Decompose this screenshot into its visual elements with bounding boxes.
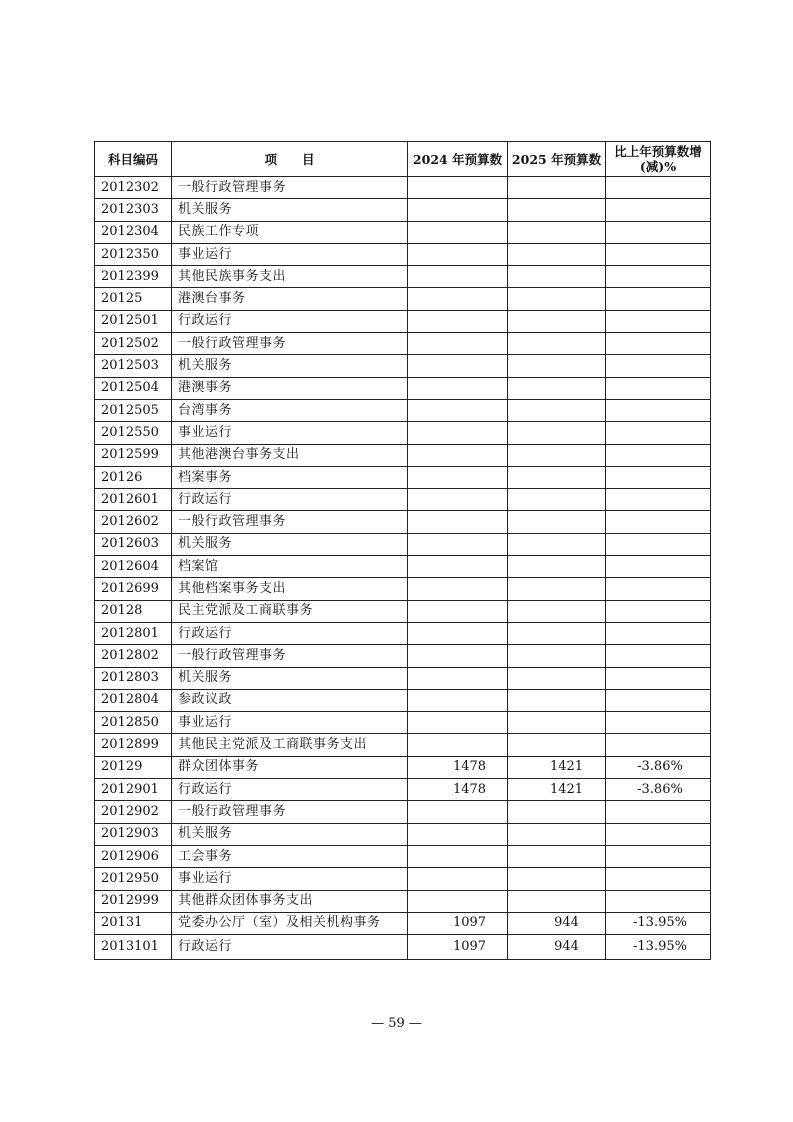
budget-2024-cell xyxy=(408,667,508,689)
table-row xyxy=(95,177,711,199)
code-cell: 20128 xyxy=(95,600,172,622)
budget-2024-cell xyxy=(408,600,508,622)
budget-2024-cell xyxy=(408,734,508,756)
budget-2025-cell xyxy=(508,868,606,890)
code-cell: 2012903 xyxy=(95,823,172,845)
code-cell: 2012699 xyxy=(95,578,172,600)
table-row xyxy=(95,712,711,734)
budget-2025-cell: 944 xyxy=(508,935,606,960)
code-cell: 2012350 xyxy=(95,243,172,265)
budget-2025-cell xyxy=(508,667,606,689)
item-name-cell: 事业运行 xyxy=(172,243,408,265)
code-cell: 2012802 xyxy=(95,645,172,667)
table-row xyxy=(95,801,711,823)
budget-2025-cell xyxy=(508,533,606,555)
item-name-cell: 档案馆 xyxy=(172,556,408,578)
code-cell: 2012504 xyxy=(95,377,172,399)
change-percent-cell xyxy=(606,890,711,912)
budget-2024-cell xyxy=(408,466,508,488)
table-row xyxy=(95,779,711,801)
table-row xyxy=(95,600,711,622)
item-name-cell: 机关服务 xyxy=(172,667,408,689)
budget-2025-cell xyxy=(508,556,606,578)
code-cell: 2012906 xyxy=(95,845,172,867)
item-name-cell: 工会事务 xyxy=(172,845,408,867)
change-percent-cell xyxy=(606,689,711,711)
change-percent-cell xyxy=(606,645,711,667)
item-name-cell: 事业运行 xyxy=(172,422,408,444)
budget-2025-cell xyxy=(508,355,606,377)
table-header-row xyxy=(95,142,711,177)
code-cell: 2012304 xyxy=(95,221,172,243)
change-percent-cell: -3.86% xyxy=(606,779,711,801)
budget-2024-cell xyxy=(408,266,508,288)
budget-2025-cell: 1421 xyxy=(508,756,606,778)
table-row xyxy=(95,266,711,288)
budget-2025-cell xyxy=(508,801,606,823)
budget-2024-cell xyxy=(408,645,508,667)
item-name-cell: 其他档案事务支出 xyxy=(172,578,408,600)
budget-2024-cell xyxy=(408,622,508,644)
table-row xyxy=(95,890,711,912)
change-percent-cell xyxy=(606,489,711,511)
budget-2024-cell xyxy=(408,377,508,399)
table-row xyxy=(95,935,711,960)
code-cell: 2012503 xyxy=(95,355,172,377)
budget-2025-cell xyxy=(508,288,606,310)
budget-2024-cell xyxy=(408,333,508,355)
table-row xyxy=(95,645,711,667)
change-percent-cell: -3.86% xyxy=(606,756,711,778)
table-row xyxy=(95,310,711,332)
budget-2024-cell xyxy=(408,689,508,711)
budget-2024-cell xyxy=(408,444,508,466)
budget-2025-cell xyxy=(508,712,606,734)
code-cell: 2012302 xyxy=(95,177,172,199)
change-percent-cell xyxy=(606,221,711,243)
code-cell: 2012999 xyxy=(95,890,172,912)
table-row xyxy=(95,689,711,711)
budget-2024-cell xyxy=(408,310,508,332)
item-name-cell: 档案事务 xyxy=(172,466,408,488)
budget-table xyxy=(94,141,711,960)
change-percent-cell xyxy=(606,399,711,421)
code-cell: 2012399 xyxy=(95,266,172,288)
item-name-cell: 行政运行 xyxy=(172,779,408,801)
table-row xyxy=(95,578,711,600)
budget-2025-cell xyxy=(508,422,606,444)
code-cell: 20126 xyxy=(95,466,172,488)
item-name-cell: 行政运行 xyxy=(172,935,408,960)
table-row xyxy=(95,756,711,778)
item-name-cell: 一般行政管理事务 xyxy=(172,511,408,533)
item-name-cell: 事业运行 xyxy=(172,868,408,890)
code-cell: 2012901 xyxy=(95,779,172,801)
item-name-cell: 党委办公厅（室）及相关机构事务 xyxy=(172,912,408,934)
change-percent-cell xyxy=(606,556,711,578)
change-percent-cell xyxy=(606,266,711,288)
item-name-cell: 民族工作专项 xyxy=(172,221,408,243)
budget-2025-cell xyxy=(508,444,606,466)
change-percent-cell xyxy=(606,801,711,823)
item-name-cell: 一般行政管理事务 xyxy=(172,645,408,667)
budget-2024-cell xyxy=(408,533,508,555)
table-row xyxy=(95,912,711,934)
code-cell: 2013101 xyxy=(95,935,172,960)
change-percent-cell xyxy=(606,199,711,221)
table-row xyxy=(95,355,711,377)
item-name-cell: 其他民主党派及工商联事务支出 xyxy=(172,734,408,756)
change-percent-cell xyxy=(606,622,711,644)
item-name-cell: 事业运行 xyxy=(172,712,408,734)
budget-2025-cell xyxy=(508,377,606,399)
table-row xyxy=(95,556,711,578)
change-percent-cell xyxy=(606,444,711,466)
budget-2025-cell xyxy=(508,845,606,867)
budget-2024-cell xyxy=(408,422,508,444)
code-cell: 2012950 xyxy=(95,868,172,890)
item-name-cell: 行政运行 xyxy=(172,489,408,511)
table-row xyxy=(95,422,711,444)
table-row xyxy=(95,622,711,644)
change-percent-cell xyxy=(606,310,711,332)
table-row xyxy=(95,868,711,890)
budget-2024-cell xyxy=(408,511,508,533)
budget-2025-cell xyxy=(508,199,606,221)
item-name-cell: 台湾事务 xyxy=(172,399,408,421)
budget-2025-cell xyxy=(508,333,606,355)
code-cell: 2012601 xyxy=(95,489,172,511)
change-percent-cell xyxy=(606,288,711,310)
code-cell: 2012603 xyxy=(95,533,172,555)
budget-2025-cell xyxy=(508,466,606,488)
item-name-cell: 其他群众团体事务支出 xyxy=(172,890,408,912)
budget-2024-cell: 1097 xyxy=(408,912,508,934)
change-percent-cell xyxy=(606,823,711,845)
table-row xyxy=(95,823,711,845)
header-budget-2024: 2024 年预算数 xyxy=(408,142,508,177)
item-name-cell: 群众团体事务 xyxy=(172,756,408,778)
budget-2024-cell xyxy=(408,221,508,243)
page-number: — 59 — xyxy=(371,1016,422,1031)
code-cell: 2012501 xyxy=(95,310,172,332)
change-percent-cell xyxy=(606,533,711,555)
budget-2024-cell xyxy=(408,399,508,421)
change-percent-cell xyxy=(606,177,711,199)
budget-2025-cell xyxy=(508,645,606,667)
code-cell: 2012550 xyxy=(95,422,172,444)
budget-2025-cell xyxy=(508,399,606,421)
item-name-cell: 一般行政管理事务 xyxy=(172,801,408,823)
change-percent-cell xyxy=(606,355,711,377)
change-percent-cell xyxy=(606,377,711,399)
budget-2024-cell xyxy=(408,801,508,823)
budget-2024-cell xyxy=(408,556,508,578)
table-row xyxy=(95,533,711,555)
budget-2024-cell xyxy=(408,712,508,734)
code-cell: 2012801 xyxy=(95,622,172,644)
budget-2024-cell: 1478 xyxy=(408,756,508,778)
header-item: 项 目 xyxy=(172,142,408,177)
header-budget-2025: 2025 年预算数 xyxy=(508,142,606,177)
change-percent-cell xyxy=(606,333,711,355)
change-percent-cell xyxy=(606,422,711,444)
item-name-cell: 其他民族事务支出 xyxy=(172,266,408,288)
code-cell: 20131 xyxy=(95,912,172,934)
change-percent-cell xyxy=(606,712,711,734)
budget-2024-cell xyxy=(408,868,508,890)
budget-2024-cell xyxy=(408,177,508,199)
budget-2025-cell xyxy=(508,689,606,711)
code-cell: 20125 xyxy=(95,288,172,310)
item-name-cell: 港澳事务 xyxy=(172,377,408,399)
table-row xyxy=(95,667,711,689)
budget-2024-cell xyxy=(408,890,508,912)
budget-2024-cell xyxy=(408,823,508,845)
budget-2025-cell xyxy=(508,890,606,912)
change-percent-cell xyxy=(606,466,711,488)
change-percent-cell xyxy=(606,667,711,689)
budget-2025-cell: 944 xyxy=(508,912,606,934)
item-name-cell: 一般行政管理事务 xyxy=(172,333,408,355)
code-cell: 20129 xyxy=(95,756,172,778)
budget-2024-cell xyxy=(408,845,508,867)
change-percent-cell xyxy=(606,578,711,600)
item-name-cell: 机关服务 xyxy=(172,199,408,221)
change-percent-cell xyxy=(606,868,711,890)
change-percent-cell xyxy=(606,511,711,533)
item-name-cell: 一般行政管理事务 xyxy=(172,177,408,199)
change-percent-cell xyxy=(606,600,711,622)
budget-2025-cell xyxy=(508,221,606,243)
table-body xyxy=(95,177,711,960)
table-row xyxy=(95,466,711,488)
change-percent-cell xyxy=(606,845,711,867)
table-row xyxy=(95,399,711,421)
budget-2024-cell: 1097 xyxy=(408,935,508,960)
code-cell: 2012902 xyxy=(95,801,172,823)
change-percent-cell: -13.95% xyxy=(606,912,711,934)
item-name-cell: 机关服务 xyxy=(172,533,408,555)
table-row xyxy=(95,377,711,399)
budget-2025-cell xyxy=(508,511,606,533)
budget-2024-cell xyxy=(408,199,508,221)
table-row xyxy=(95,288,711,310)
budget-2025-cell xyxy=(508,823,606,845)
budget-2025-cell xyxy=(508,600,606,622)
budget-2025-cell: 1421 xyxy=(508,779,606,801)
table-row xyxy=(95,199,711,221)
budget-2025-cell xyxy=(508,734,606,756)
budget-2025-cell xyxy=(508,177,606,199)
code-cell: 2012899 xyxy=(95,734,172,756)
change-percent-cell xyxy=(606,734,711,756)
code-cell: 2012803 xyxy=(95,667,172,689)
budget-2024-cell: 1478 xyxy=(408,779,508,801)
table-row xyxy=(95,333,711,355)
item-name-cell: 其他港澳台事务支出 xyxy=(172,444,408,466)
table-row xyxy=(95,243,711,265)
budget-2025-cell xyxy=(508,266,606,288)
item-name-cell: 行政运行 xyxy=(172,622,408,644)
item-name-cell: 行政运行 xyxy=(172,310,408,332)
budget-2025-cell xyxy=(508,243,606,265)
code-cell: 2012604 xyxy=(95,556,172,578)
table-row xyxy=(95,734,711,756)
budget-2024-cell xyxy=(408,288,508,310)
item-name-cell: 机关服务 xyxy=(172,355,408,377)
budget-2024-cell xyxy=(408,489,508,511)
code-cell: 2012502 xyxy=(95,333,172,355)
table-row xyxy=(95,444,711,466)
budget-2024-cell xyxy=(408,355,508,377)
header-code: 科目编码 xyxy=(95,142,172,177)
budget-2025-cell xyxy=(508,489,606,511)
code-cell: 2012599 xyxy=(95,444,172,466)
item-name-cell: 参政议政 xyxy=(172,689,408,711)
code-cell: 2012850 xyxy=(95,712,172,734)
code-cell: 2012505 xyxy=(95,399,172,421)
item-name-cell: 民主党派及工商联事务 xyxy=(172,600,408,622)
budget-2025-cell xyxy=(508,578,606,600)
budget-2024-cell xyxy=(408,243,508,265)
table-row xyxy=(95,489,711,511)
table-row xyxy=(95,845,711,867)
code-cell: 2012804 xyxy=(95,689,172,711)
budget-2024-cell xyxy=(408,578,508,600)
item-name-cell: 机关服务 xyxy=(172,823,408,845)
code-cell: 2012602 xyxy=(95,511,172,533)
change-percent-cell xyxy=(606,243,711,265)
header-change-percent: 比上年预算数增 (减)% xyxy=(606,142,711,177)
item-name-cell: 港澳台事务 xyxy=(172,288,408,310)
code-cell: 2012303 xyxy=(95,199,172,221)
table-row xyxy=(95,511,711,533)
change-percent-cell: -13.95% xyxy=(606,935,711,960)
budget-2025-cell xyxy=(508,622,606,644)
budget-2025-cell xyxy=(508,310,606,332)
table-row xyxy=(95,221,711,243)
